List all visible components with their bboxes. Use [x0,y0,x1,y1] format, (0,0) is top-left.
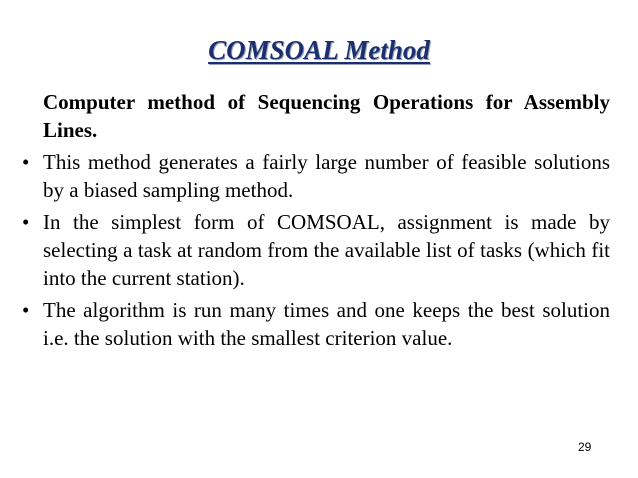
bullet-icon: • [22,210,30,234]
intro-text: Computer method of Sequencing Operations for Assembly Lines. [43,90,610,142]
bullet-item [22,208,610,292]
bullet-icon: • [22,298,30,322]
page-number: 29 [578,440,592,454]
bullet-list [22,148,610,352]
bullet-text: This method generates a fairly large number of feasible solutions by a biased sampling method. [43,150,610,202]
slide-title: COMSOAL Method [208,35,430,65]
bullet-text: The algorithm is run many times and one keeps the best solution i.e. the solution with the smallest criterion value. [43,298,610,350]
bullet-item [22,148,610,204]
bullet-text: In the simplest form of COMSOAL, assignment is made by selecting a task at random from the available list of tasks (which fit into the current station). [43,210,610,290]
bullet-item [22,296,610,352]
slide-content [22,88,610,356]
bullet-icon: • [22,150,30,174]
